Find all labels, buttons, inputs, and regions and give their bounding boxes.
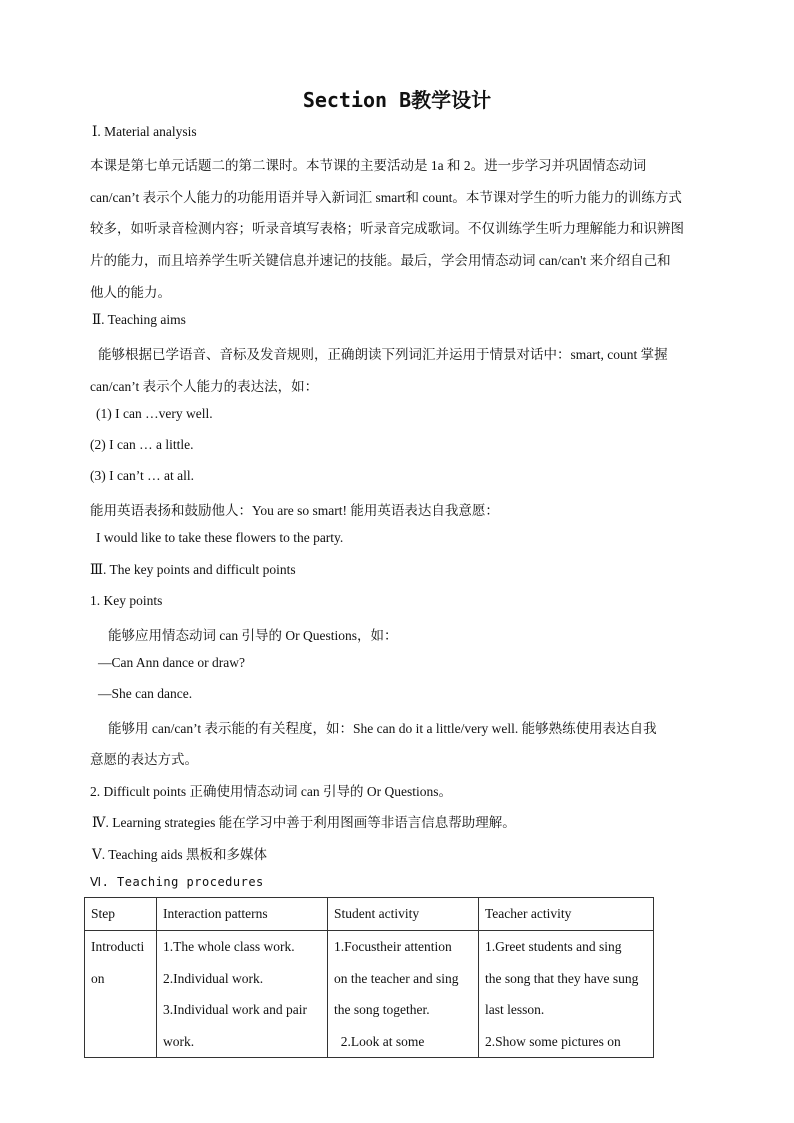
cell-text: 2.Show some pictures on bbox=[485, 1033, 621, 1049]
table-header-row bbox=[85, 898, 654, 931]
cell-text: the song together. bbox=[334, 1002, 430, 1017]
example-line: (3) I can’t … at all. bbox=[90, 468, 194, 483]
cell-text: on the teacher and sing bbox=[334, 970, 459, 986]
paragraph-line: 能够用 can/can’t 表示能的有关程度，如：She can do it a little/very well. 能够熟练使用表达自我 bbox=[108, 721, 657, 736]
section-heading-material-analysis: Ⅰ. Material analysis bbox=[92, 124, 197, 139]
document-title: Section B教学设计 bbox=[302, 88, 492, 112]
cell-text: the song that they have sung bbox=[485, 970, 639, 986]
cell-text: Introducti bbox=[91, 939, 145, 954]
column-header-interaction-patterns: Interaction patterns bbox=[157, 898, 328, 931]
step-cell bbox=[85, 931, 157, 1058]
paragraph-line: 他人的能力。 bbox=[90, 285, 171, 300]
subheading-difficult-points: 2. Difficult points 正确使用情态动词 can 引导的 Or Questions。 bbox=[90, 784, 452, 799]
cell-text: 2.Individual work. bbox=[163, 970, 264, 986]
section-heading-teaching-aids: Ⅴ. Teaching aids 黑板和多媒体 bbox=[92, 847, 268, 862]
paragraph-line: 本课是第七单元话题二的第二课时。本节课的主要活动是 1a 和 2。进一步学习并巩固情态动词 bbox=[90, 158, 647, 173]
cell-text: 1.Greet students and sing bbox=[485, 939, 622, 954]
cell-text: on bbox=[91, 970, 105, 986]
section-heading-key-points: Ⅲ. The key points and difficult points bbox=[90, 562, 296, 577]
example-line: —She can dance. bbox=[98, 686, 193, 701]
teacher-activity-cell bbox=[479, 931, 654, 1058]
example-line: —Can Ann dance or draw? bbox=[98, 655, 245, 670]
paragraph-line: 较多，如听录音检测内容；听录音填写表格；听录音完成歌词。不仅训练学生听力理解能力和识辨图 bbox=[90, 221, 684, 236]
example-line: (2) I can … a little. bbox=[90, 437, 194, 452]
column-header-student-activity: Student activity bbox=[328, 898, 479, 931]
section-heading-teaching-procedures: Ⅵ. Teaching procedures bbox=[90, 875, 264, 889]
table-row bbox=[85, 931, 654, 1058]
cell-text: last lesson. bbox=[485, 1002, 545, 1017]
paragraph-line: 能够应用情态动词 can 引导的 Or Questions，如： bbox=[108, 628, 398, 643]
cell-text: 2.Look at some bbox=[334, 1033, 425, 1049]
student-activity-cell bbox=[328, 931, 479, 1058]
example-line: (1) I can …very well. bbox=[96, 406, 213, 421]
cell-text: 3.Individual work and pair bbox=[163, 1002, 307, 1017]
column-header-teacher-activity: Teacher activity bbox=[479, 898, 654, 931]
paragraph-line: can/can’t 表示个人能力的功能用语并导入新词汇 smart和 count。本节课对学生的听力能力的训练方式 bbox=[90, 190, 682, 205]
paragraph-line: 片的能力，而且培养学生听关键信息并速记的技能。最后，学会用情态动词 can/can't 来介绍自己和 bbox=[90, 253, 671, 268]
paragraph-line: 能够根据已学语音、音标及发音规则，正确朗读下列词汇并运用于情景对话中：smart, count 掌握 bbox=[98, 347, 668, 362]
paragraph-line: 意愿的表达方式。 bbox=[90, 752, 198, 767]
section-heading-learning-strategies: Ⅳ. Learning strategies 能在学习中善于利用图画等非语言信息帮助理解。 bbox=[92, 815, 516, 830]
subheading-key-points: 1. Key points bbox=[90, 593, 163, 608]
cell-text: 1.The whole class work. bbox=[163, 939, 295, 954]
example-line: I would like to take these flowers to the party. bbox=[96, 530, 344, 545]
column-header-step: Step bbox=[85, 898, 157, 931]
teaching-procedures-table bbox=[84, 897, 654, 1058]
interaction-patterns-cell bbox=[157, 931, 328, 1058]
cell-text: work. bbox=[163, 1033, 195, 1049]
paragraph-line: can/can’t 表示个人能力的表达法，如： bbox=[90, 379, 319, 394]
cell-text: 1.Focustheir attention bbox=[334, 939, 452, 954]
section-heading-teaching-aims: Ⅱ. Teaching aims bbox=[92, 312, 186, 327]
paragraph-line: 能用英语表扬和鼓励他人：You are so smart! 能用英语表达自我意愿： bbox=[90, 503, 499, 518]
